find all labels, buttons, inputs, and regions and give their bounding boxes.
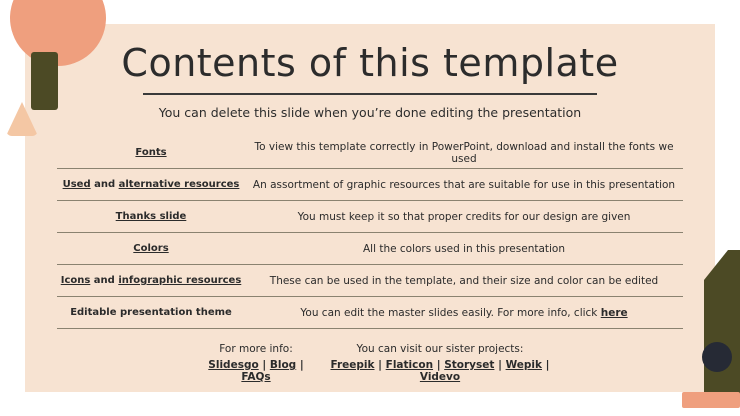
link-separator: | (542, 359, 550, 371)
row-topic (57, 211, 245, 222)
faqs-link[interactable]: FAQs (241, 371, 271, 383)
page-subtitle: You can delete this slide when you’re done editing the presentation (158, 105, 582, 120)
description-text: These can be used in the template, and their size and color can be edited (269, 274, 659, 287)
thanks-slide-link[interactable]: Thanks slide (115, 211, 187, 222)
flaticon-link[interactable]: Flaticon (385, 359, 434, 371)
alternative-resources-link[interactable]: alternative resources (118, 179, 240, 190)
fonts-link[interactable]: Fonts (135, 147, 167, 158)
icons-link[interactable]: Icons (60, 275, 91, 286)
description-text: An assortment of graphic resources that are suitable for use in this presentation (252, 178, 676, 191)
row-topic (57, 147, 245, 158)
row-topic (57, 243, 245, 254)
footer-sister-projects (330, 343, 550, 383)
row-topic (57, 179, 245, 190)
topic-text: Editable presentation theme (70, 307, 232, 318)
slidesgo-link[interactable]: Slidesgo (208, 359, 259, 371)
footer-more-info (196, 343, 316, 383)
row-description (245, 307, 683, 319)
link-separator: | (374, 359, 386, 371)
footer-more-info-label: For more info: (219, 343, 293, 355)
link-separator: | (258, 359, 270, 371)
row-description (245, 179, 683, 191)
table-row (57, 169, 683, 201)
description-text: You must keep it so that proper credits for our design are given (297, 210, 631, 223)
row-topic (57, 275, 245, 286)
infographic-resources-link[interactable]: infographic resources (118, 275, 242, 286)
dark-circle-shape (702, 342, 732, 372)
table-row (57, 233, 683, 265)
freepik-link[interactable]: Freepik (330, 359, 375, 371)
table-row (57, 201, 683, 233)
topic-text: and (90, 275, 119, 286)
table-row (57, 265, 683, 297)
footer-sister-projects-links (330, 359, 550, 383)
here-link[interactable]: here (600, 306, 628, 319)
peach-bar-shape (682, 392, 740, 408)
used-link[interactable]: Used (62, 179, 91, 190)
footer-more-info-links (196, 359, 316, 383)
topic-text: and (90, 179, 119, 190)
link-separator: | (494, 359, 506, 371)
row-description (245, 275, 683, 287)
table-row (57, 137, 683, 169)
row-description (245, 243, 683, 255)
blog-link[interactable]: Blog (269, 359, 297, 371)
footer-sister-projects-label: You can visit our sister projects: (356, 343, 524, 355)
row-description (245, 141, 683, 165)
storyset-link[interactable]: Storyset (444, 359, 495, 371)
link-separator: | (296, 359, 304, 371)
page-title: Contents of this template (121, 41, 619, 85)
colors-link[interactable]: Colors (133, 243, 169, 254)
table-row (57, 297, 683, 329)
link-separator: | (433, 359, 445, 371)
title-divider (143, 93, 597, 95)
row-description (245, 211, 683, 223)
contents-table (57, 137, 683, 329)
description-text: To view this template correctly in PowerPoint, download and install the fonts we used (254, 140, 674, 165)
row-topic (57, 307, 245, 318)
wepik-link[interactable]: Wepik (505, 359, 543, 371)
description-text: You can edit the master slides easily. For more info, click (300, 306, 601, 319)
videvo-link[interactable]: Videvo (419, 371, 461, 383)
description-text: All the colors used in this presentation (362, 242, 566, 255)
